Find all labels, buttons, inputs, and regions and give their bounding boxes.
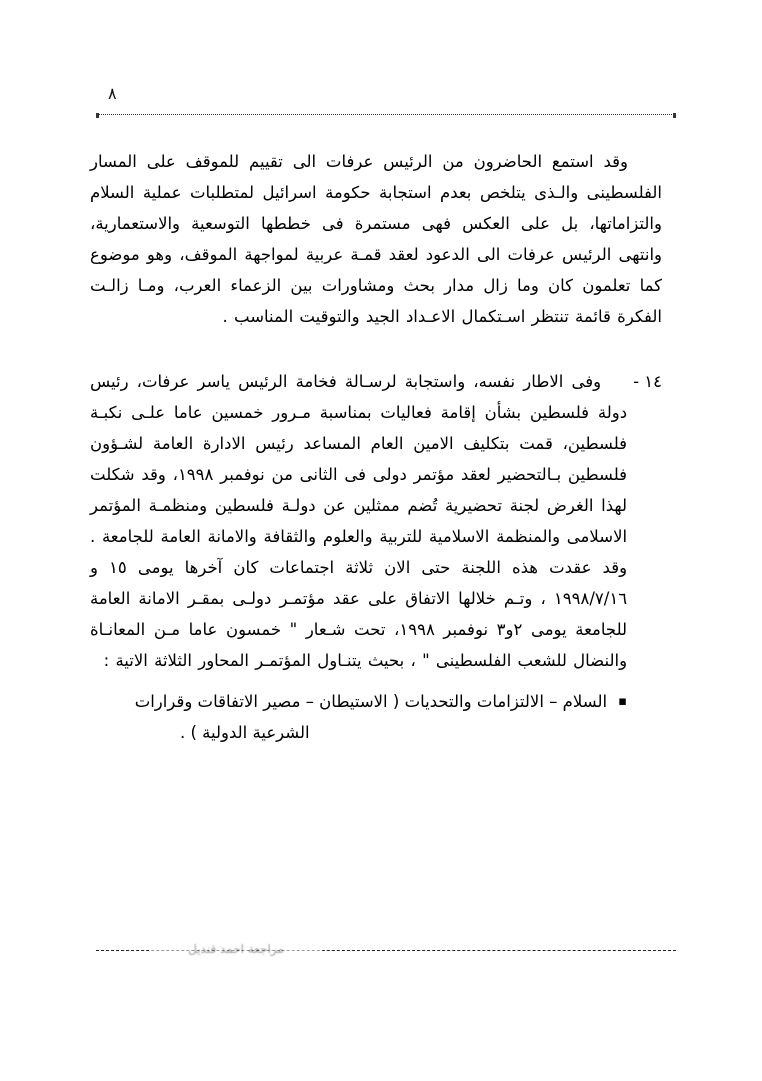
- document-body: [90, 146, 662, 748]
- page-number: ٨: [108, 84, 117, 103]
- bullet-list: [90, 686, 627, 748]
- numbered-item: [90, 366, 662, 748]
- footer-note: مراجعة احمد قنديل: [150, 942, 322, 956]
- item-marker: ١٤ -: [633, 372, 662, 391]
- list-item-text: السلام – الالتزامات والتحديات ( الاستيطان – مصير الاتفاقات وقرارات: [134, 692, 608, 711]
- item-content: [90, 366, 627, 748]
- paragraph: وفى الاطار نفسه، واستجابة لرسـالة فخامة الرئيس ياسر عرفات، رئيس دولة فلسطين بشأن إقامة فعاليات بمناسبة مـرور خمسين عاما علـى نكبـة فلسطين، قمت بتكليف الامين العام المساعد رئيس الادارة العامة لشـؤون فلسطين بـالتحضير لعقد مؤتمر دولى فى الثانى من نوفمبر ١٩٩٨، وقد شكلت لهذا الغرض لجنة تحضيرية تُضم ممثلين عن دولـة فلسطين ومنظمـة المؤتمر الاسلامى والمنظمة الاسلامية للتربية والعلوم والثقافة والامانة العامة للجامعة . وقد عقدت هذه اللجنة حتى الان ثلاثة اجتماعات كان آخرها يومى ١٥ و ١٩٩٨/٧/١٦ ، وتـم خلالها الاتفاق على عقد مؤتمـر دولـى بمقـر الامانة العامة للجامعة يومى ٢و٣ نوفمبر ١٩٩٨، تحت شـعار " خمسون عاما مـن المعانـاة والنضال للشعب الفلسطينى " ، بحيث يتنـاول المؤتمـر المحاور الثلاثة الاتية :: [90, 372, 628, 670]
- header-divider: [96, 114, 676, 115]
- list-item: [90, 686, 627, 748]
- list-item-text-continuation: الشرعية الدولية ) .: [180, 723, 310, 742]
- paragraph: وقد استمع الحاضرون من الرئيس عرفات الى تقييم للموقف على المسار الفلسطينى والـذى يتلخص بعدم استجابة حكومة اسرائيل لمتطلبات عملية السلام والتزاماتها، بل على العكس فهى مستمرة فى خططها التوسعية والاستعمارية، وانتهى الرئيس عرفات الى الدعود لعقد قمـة عربية لمواجهة الموقف، وهو موضوع كما تعلمون كان وما زال مدار بحث ومشاورات بين الزعماء العرب، ومـا زالـت الفكرة قائمة تنتظر اسـتكمال الاعـداد الجيد والتوقيت المناسب .: [90, 152, 662, 326]
